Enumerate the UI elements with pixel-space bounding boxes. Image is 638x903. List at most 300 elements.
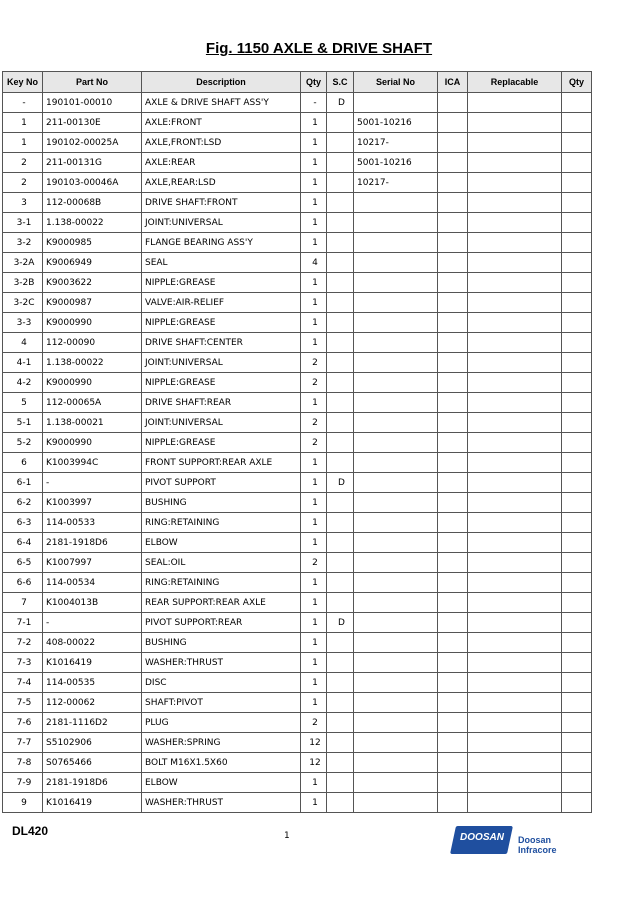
cell-qty: 1 bbox=[301, 773, 327, 793]
cell-sc bbox=[327, 793, 354, 813]
cell-part-no: - bbox=[43, 473, 142, 493]
cell-replacable bbox=[468, 433, 562, 453]
cell-replacable bbox=[468, 253, 562, 273]
cell-sc bbox=[327, 693, 354, 713]
cell-key-no: 7-2 bbox=[3, 633, 43, 653]
cell-qty-2 bbox=[562, 133, 592, 153]
cell-replacable bbox=[468, 393, 562, 413]
cell-serial-no: 10217- bbox=[354, 133, 438, 153]
cell-replacable bbox=[468, 293, 562, 313]
cell-description: FLANGE BEARING ASS'Y bbox=[142, 233, 301, 253]
cell-qty: 1 bbox=[301, 273, 327, 293]
cell-ica bbox=[438, 193, 468, 213]
cell-replacable bbox=[468, 113, 562, 133]
cell-sc bbox=[327, 453, 354, 473]
cell-qty: 2 bbox=[301, 373, 327, 393]
table-row bbox=[3, 153, 592, 173]
cell-ica bbox=[438, 553, 468, 573]
table-row bbox=[3, 353, 592, 373]
cell-qty: 1 bbox=[301, 213, 327, 233]
cell-replacable bbox=[468, 153, 562, 173]
cell-serial-no bbox=[354, 553, 438, 573]
cell-key-no: 4-1 bbox=[3, 353, 43, 373]
cell-qty: 1 bbox=[301, 333, 327, 353]
page-number: 1 bbox=[284, 831, 290, 841]
cell-sc bbox=[327, 233, 354, 253]
cell-key-no: 3-1 bbox=[3, 213, 43, 233]
cell-ica bbox=[438, 313, 468, 333]
cell-description: FRONT SUPPORT:REAR AXLE bbox=[142, 453, 301, 473]
table-row bbox=[3, 493, 592, 513]
table-row bbox=[3, 293, 592, 313]
cell-part-no: 190102-00025A bbox=[43, 133, 142, 153]
cell-part-no: 114-00533 bbox=[43, 513, 142, 533]
cell-sc bbox=[327, 293, 354, 313]
cell-qty: 1 bbox=[301, 153, 327, 173]
cell-qty: 1 bbox=[301, 793, 327, 813]
cell-part-no: 114-00535 bbox=[43, 673, 142, 693]
cell-qty: 1 bbox=[301, 313, 327, 333]
cell-qty-2 bbox=[562, 373, 592, 393]
cell-key-no: 2 bbox=[3, 153, 43, 173]
table-row bbox=[3, 193, 592, 213]
cell-serial-no bbox=[354, 613, 438, 633]
cell-sc bbox=[327, 593, 354, 613]
cell-part-no: 112-00065A bbox=[43, 393, 142, 413]
cell-replacable bbox=[468, 793, 562, 813]
cell-qty: 1 bbox=[301, 133, 327, 153]
cell-ica bbox=[438, 413, 468, 433]
cell-serial-no bbox=[354, 433, 438, 453]
header-replacable: Replacable bbox=[468, 72, 562, 93]
cell-key-no: 2 bbox=[3, 173, 43, 193]
cell-qty-2 bbox=[562, 493, 592, 513]
cell-replacable bbox=[468, 213, 562, 233]
cell-qty-2 bbox=[562, 693, 592, 713]
cell-qty: 1 bbox=[301, 193, 327, 213]
table-row bbox=[3, 513, 592, 533]
cell-part-no: 114-00534 bbox=[43, 573, 142, 593]
cell-replacable bbox=[468, 673, 562, 693]
table-row bbox=[3, 713, 592, 733]
parts-table-body bbox=[3, 93, 592, 813]
cell-sc bbox=[327, 193, 354, 213]
cell-replacable bbox=[468, 713, 562, 733]
cell-qty: 12 bbox=[301, 753, 327, 773]
cell-serial-no bbox=[354, 573, 438, 593]
cell-key-no: 3-2A bbox=[3, 253, 43, 273]
brand-name: Doosan Infracore bbox=[518, 835, 557, 855]
cell-key-no: 6-5 bbox=[3, 553, 43, 573]
cell-replacable bbox=[468, 413, 562, 433]
cell-serial-no bbox=[354, 373, 438, 393]
cell-description: SHAFT:PIVOT bbox=[142, 693, 301, 713]
cell-sc bbox=[327, 353, 354, 373]
cell-description: BUSHING bbox=[142, 493, 301, 513]
logo-wordmark: DOOSAN bbox=[460, 832, 504, 843]
table-row bbox=[3, 673, 592, 693]
cell-ica bbox=[438, 613, 468, 633]
cell-sc bbox=[327, 113, 354, 133]
cell-sc bbox=[327, 753, 354, 773]
cell-part-no: K1016419 bbox=[43, 793, 142, 813]
table-row bbox=[3, 133, 592, 153]
cell-serial-no bbox=[354, 513, 438, 533]
cell-sc bbox=[327, 533, 354, 553]
table-row bbox=[3, 413, 592, 433]
cell-key-no: 7-7 bbox=[3, 733, 43, 753]
cell-replacable bbox=[468, 233, 562, 253]
cell-part-no: K1007997 bbox=[43, 553, 142, 573]
table-row bbox=[3, 93, 592, 113]
cell-sc bbox=[327, 573, 354, 593]
cell-qty-2 bbox=[562, 233, 592, 253]
cell-key-no: 6-1 bbox=[3, 473, 43, 493]
cell-qty-2 bbox=[562, 453, 592, 473]
cell-qty-2 bbox=[562, 473, 592, 493]
cell-ica bbox=[438, 333, 468, 353]
cell-ica bbox=[438, 693, 468, 713]
table-row bbox=[3, 793, 592, 813]
table-row bbox=[3, 733, 592, 753]
cell-qty-2 bbox=[562, 573, 592, 593]
cell-key-no: 1 bbox=[3, 133, 43, 153]
table-row bbox=[3, 773, 592, 793]
cell-serial-no: 5001-10216 bbox=[354, 153, 438, 173]
cell-description: DRIVE SHAFT:REAR bbox=[142, 393, 301, 413]
cell-replacable bbox=[468, 613, 562, 633]
table-row bbox=[3, 753, 592, 773]
cell-qty: 4 bbox=[301, 253, 327, 273]
cell-ica bbox=[438, 793, 468, 813]
cell-sc bbox=[327, 173, 354, 193]
cell-sc bbox=[327, 273, 354, 293]
cell-key-no: 7-9 bbox=[3, 773, 43, 793]
cell-serial-no bbox=[354, 593, 438, 613]
cell-description: PLUG bbox=[142, 713, 301, 733]
header-key-no: Key No bbox=[3, 72, 43, 93]
cell-serial-no bbox=[354, 213, 438, 233]
cell-qty: 2 bbox=[301, 553, 327, 573]
cell-serial-no bbox=[354, 753, 438, 773]
cell-key-no: 7-3 bbox=[3, 653, 43, 673]
cell-key-no: 3-2 bbox=[3, 233, 43, 253]
cell-ica bbox=[438, 473, 468, 493]
cell-sc bbox=[327, 313, 354, 333]
cell-replacable bbox=[468, 133, 562, 153]
cell-description: WASHER:THRUST bbox=[142, 793, 301, 813]
cell-qty: 2 bbox=[301, 353, 327, 373]
cell-part-no: K1003997 bbox=[43, 493, 142, 513]
cell-serial-no bbox=[354, 253, 438, 273]
cell-sc bbox=[327, 553, 354, 573]
cell-serial-no bbox=[354, 793, 438, 813]
cell-part-no: 211-00130E bbox=[43, 113, 142, 133]
cell-ica bbox=[438, 293, 468, 313]
cell-qty: 12 bbox=[301, 733, 327, 753]
cell-ica bbox=[438, 493, 468, 513]
cell-description: WASHER:SPRING bbox=[142, 733, 301, 753]
cell-ica bbox=[438, 153, 468, 173]
cell-qty-2 bbox=[562, 253, 592, 273]
cell-sc: D bbox=[327, 473, 354, 493]
cell-qty-2 bbox=[562, 553, 592, 573]
cell-replacable bbox=[468, 453, 562, 473]
cell-serial-no bbox=[354, 453, 438, 473]
cell-qty-2 bbox=[562, 613, 592, 633]
cell-description: BOLT M16X1.5X60 bbox=[142, 753, 301, 773]
cell-serial-no bbox=[354, 633, 438, 653]
cell-part-no: 211-00131G bbox=[43, 153, 142, 173]
cell-key-no: 4-2 bbox=[3, 373, 43, 393]
cell-replacable bbox=[468, 493, 562, 513]
cell-replacable bbox=[468, 313, 562, 333]
cell-key-no: 6-6 bbox=[3, 573, 43, 593]
cell-sc bbox=[327, 513, 354, 533]
cell-replacable bbox=[468, 593, 562, 613]
cell-serial-no bbox=[354, 693, 438, 713]
cell-part-no: 1.138-00021 bbox=[43, 413, 142, 433]
cell-description: BUSHING bbox=[142, 633, 301, 653]
cell-key-no: 6-3 bbox=[3, 513, 43, 533]
cell-part-no: 2181-1918D6 bbox=[43, 773, 142, 793]
cell-replacable bbox=[468, 553, 562, 573]
header-qty: Qty bbox=[301, 72, 327, 93]
cell-description: AXLE:FRONT bbox=[142, 113, 301, 133]
cell-key-no: 1 bbox=[3, 113, 43, 133]
cell-qty-2 bbox=[562, 793, 592, 813]
cell-serial-no bbox=[354, 653, 438, 673]
cell-qty: 1 bbox=[301, 453, 327, 473]
cell-qty-2 bbox=[562, 753, 592, 773]
cell-qty-2 bbox=[562, 733, 592, 753]
cell-replacable bbox=[468, 653, 562, 673]
cell-qty-2 bbox=[562, 113, 592, 133]
cell-qty: 1 bbox=[301, 233, 327, 253]
table-row bbox=[3, 433, 592, 453]
cell-ica bbox=[438, 273, 468, 293]
cell-serial-no bbox=[354, 353, 438, 373]
cell-description: DRIVE SHAFT:FRONT bbox=[142, 193, 301, 213]
cell-ica bbox=[438, 253, 468, 273]
cell-part-no: 190103-00046A bbox=[43, 173, 142, 193]
cell-qty: 1 bbox=[301, 613, 327, 633]
cell-qty-2 bbox=[562, 673, 592, 693]
cell-sc bbox=[327, 773, 354, 793]
header-qty-2: Qty bbox=[562, 72, 592, 93]
cell-replacable bbox=[468, 773, 562, 793]
cell-sc bbox=[327, 433, 354, 453]
cell-part-no: K9003622 bbox=[43, 273, 142, 293]
cell-qty-2 bbox=[562, 273, 592, 293]
cell-replacable bbox=[468, 333, 562, 353]
cell-qty: 2 bbox=[301, 433, 327, 453]
cell-key-no: 6-4 bbox=[3, 533, 43, 553]
cell-sc bbox=[327, 733, 354, 753]
cell-description: VALVE:AIR-RELIEF bbox=[142, 293, 301, 313]
cell-qty: 1 bbox=[301, 173, 327, 193]
cell-key-no: 9 bbox=[3, 793, 43, 813]
table-header-row bbox=[3, 72, 592, 93]
cell-qty-2 bbox=[562, 593, 592, 613]
cell-serial-no: 5001-10216 bbox=[354, 113, 438, 133]
cell-description: RING:RETAINING bbox=[142, 573, 301, 593]
cell-qty-2 bbox=[562, 653, 592, 673]
cell-description: WASHER:THRUST bbox=[142, 653, 301, 673]
cell-key-no: 5 bbox=[3, 393, 43, 413]
cell-description: ELBOW bbox=[142, 773, 301, 793]
cell-serial-no bbox=[354, 393, 438, 413]
cell-part-no: K9000987 bbox=[43, 293, 142, 313]
cell-part-no: 112-00068B bbox=[43, 193, 142, 213]
cell-replacable bbox=[468, 633, 562, 653]
cell-qty: 1 bbox=[301, 393, 327, 413]
cell-qty: 1 bbox=[301, 633, 327, 653]
table-row bbox=[3, 653, 592, 673]
cell-ica bbox=[438, 633, 468, 653]
cell-qty: 1 bbox=[301, 533, 327, 553]
cell-replacable bbox=[468, 513, 562, 533]
cell-sc bbox=[327, 713, 354, 733]
cell-part-no: 190101-00010 bbox=[43, 93, 142, 113]
cell-description: PIVOT SUPPORT bbox=[142, 473, 301, 493]
cell-qty: 1 bbox=[301, 293, 327, 313]
cell-serial-no bbox=[354, 773, 438, 793]
cell-part-no: K9000990 bbox=[43, 433, 142, 453]
cell-sc bbox=[327, 633, 354, 653]
cell-key-no: 7-8 bbox=[3, 753, 43, 773]
cell-ica bbox=[438, 233, 468, 253]
cell-qty: 1 bbox=[301, 493, 327, 513]
cell-description: NIPPLE:GREASE bbox=[142, 313, 301, 333]
cell-description: DRIVE SHAFT:CENTER bbox=[142, 333, 301, 353]
cell-qty: 1 bbox=[301, 573, 327, 593]
cell-part-no: 112-00062 bbox=[43, 693, 142, 713]
cell-ica bbox=[438, 513, 468, 533]
cell-sc bbox=[327, 133, 354, 153]
table-row bbox=[3, 453, 592, 473]
cell-serial-no bbox=[354, 473, 438, 493]
cell-replacable bbox=[468, 573, 562, 593]
cell-key-no: 7 bbox=[3, 593, 43, 613]
cell-qty-2 bbox=[562, 533, 592, 553]
cell-description: SEAL bbox=[142, 253, 301, 273]
table-row bbox=[3, 613, 592, 633]
cell-sc bbox=[327, 393, 354, 413]
cell-key-no: 3-2B bbox=[3, 273, 43, 293]
cell-ica bbox=[438, 113, 468, 133]
cell-qty-2 bbox=[562, 433, 592, 453]
cell-replacable bbox=[468, 173, 562, 193]
table-row bbox=[3, 593, 592, 613]
cell-qty: 1 bbox=[301, 593, 327, 613]
cell-part-no: K9000990 bbox=[43, 313, 142, 333]
cell-serial-no bbox=[354, 333, 438, 353]
cell-replacable bbox=[468, 473, 562, 493]
cell-key-no: 3-2C bbox=[3, 293, 43, 313]
cell-description: JOINT:UNIVERSAL bbox=[142, 353, 301, 373]
cell-sc: D bbox=[327, 93, 354, 113]
cell-ica bbox=[438, 753, 468, 773]
cell-ica bbox=[438, 393, 468, 413]
cell-key-no: 7-5 bbox=[3, 693, 43, 713]
table-row bbox=[3, 273, 592, 293]
cell-description: RING:RETAINING bbox=[142, 513, 301, 533]
cell-description: NIPPLE:GREASE bbox=[142, 433, 301, 453]
cell-qty-2 bbox=[562, 713, 592, 733]
model-label: DL420 bbox=[12, 824, 49, 838]
cell-part-no: S0765466 bbox=[43, 753, 142, 773]
cell-serial-no bbox=[354, 713, 438, 733]
cell-description: JOINT:UNIVERSAL bbox=[142, 213, 301, 233]
cell-description: ELBOW bbox=[142, 533, 301, 553]
cell-qty-2 bbox=[562, 413, 592, 433]
table-row bbox=[3, 533, 592, 553]
cell-ica bbox=[438, 533, 468, 553]
parts-table bbox=[2, 71, 592, 813]
header-part-no: Part No bbox=[43, 72, 142, 93]
cell-key-no: 5-1 bbox=[3, 413, 43, 433]
table-row bbox=[3, 393, 592, 413]
cell-sc: D bbox=[327, 613, 354, 633]
cell-key-no: 7-1 bbox=[3, 613, 43, 633]
table-row bbox=[3, 213, 592, 233]
cell-description: NIPPLE:GREASE bbox=[142, 373, 301, 393]
cell-qty: 2 bbox=[301, 713, 327, 733]
cell-description: PIVOT SUPPORT:REAR bbox=[142, 613, 301, 633]
cell-key-no: 3-3 bbox=[3, 313, 43, 333]
cell-description: NIPPLE:GREASE bbox=[142, 273, 301, 293]
cell-serial-no bbox=[354, 533, 438, 553]
cell-replacable bbox=[468, 733, 562, 753]
header-sc: S.C bbox=[327, 72, 354, 93]
cell-sc bbox=[327, 333, 354, 353]
cell-sc bbox=[327, 153, 354, 173]
cell-description: DISC bbox=[142, 673, 301, 693]
cell-sc bbox=[327, 653, 354, 673]
cell-ica bbox=[438, 733, 468, 753]
cell-part-no: 112-00090 bbox=[43, 333, 142, 353]
table-row bbox=[3, 333, 592, 353]
cell-key-no: 5-2 bbox=[3, 433, 43, 453]
cell-sc bbox=[327, 413, 354, 433]
cell-qty-2 bbox=[562, 773, 592, 793]
cell-serial-no bbox=[354, 673, 438, 693]
table-row bbox=[3, 473, 592, 493]
cell-qty: 2 bbox=[301, 413, 327, 433]
cell-qty: 1 bbox=[301, 113, 327, 133]
cell-serial-no: 10217- bbox=[354, 173, 438, 193]
cell-serial-no bbox=[354, 733, 438, 753]
doosan-logo bbox=[453, 826, 585, 856]
cell-qty-2 bbox=[562, 333, 592, 353]
cell-qty-2 bbox=[562, 513, 592, 533]
cell-ica bbox=[438, 773, 468, 793]
table-row bbox=[3, 173, 592, 193]
cell-ica bbox=[438, 573, 468, 593]
cell-key-no: 6 bbox=[3, 453, 43, 473]
cell-part-no: 2181-1918D6 bbox=[43, 533, 142, 553]
cell-qty: 1 bbox=[301, 513, 327, 533]
cell-key-no: - bbox=[3, 93, 43, 113]
cell-sc bbox=[327, 253, 354, 273]
cell-replacable bbox=[468, 373, 562, 393]
cell-replacable bbox=[468, 93, 562, 113]
cell-part-no: 1.138-00022 bbox=[43, 353, 142, 373]
cell-qty: 1 bbox=[301, 653, 327, 673]
cell-ica bbox=[438, 433, 468, 453]
cell-qty-2 bbox=[562, 213, 592, 233]
